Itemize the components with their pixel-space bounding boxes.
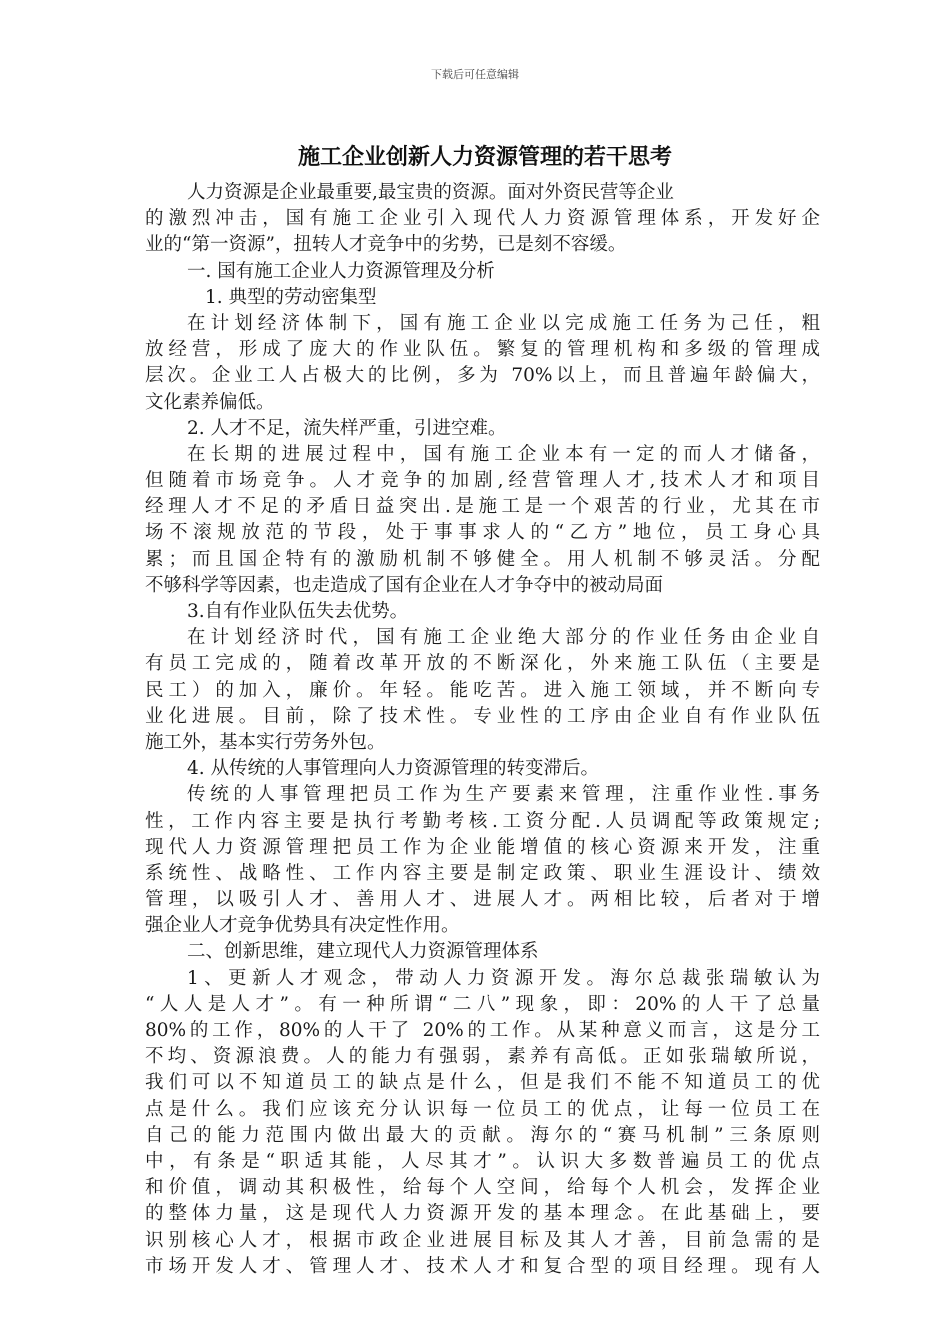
text-line: 层次。企业工人占极大的比例，多为 70%以上，而且普遍年龄偏大， [145, 365, 820, 387]
text-line: 和价值，调动其积极性，给每个人空间，给每个人机会，发挥企业 [145, 1177, 820, 1199]
text-line: 人力资源是企业最重要,最宝贵的资源。面对外资民营等企业 [187, 182, 674, 203]
text-line: 场不滚规放范的节段，处于事事求人的“乙方”地位，员工身心具 [145, 522, 820, 544]
text-line: 在计划经济时代，国有施工企业绝大部分的作业任务由企业自 [187, 627, 820, 649]
document-title: 施工企业创新人力资源管理的若干思考 [298, 145, 673, 170]
text-line: 业的“第一资源”，扭转人才竞争中的劣势，已是刻不容缓。 [145, 234, 627, 256]
text-line: 自己的能力范围内做出最大的贡献。海尔的“赛马机制”三条原则 [145, 1124, 820, 1146]
text-line: 系统性、战略性、工作内容主要是制定政策、职业生涯设计、绩效 [145, 862, 820, 884]
text-line: 现代人力资源管理把员工作为企业能增值的核心资源来开发，注重 [145, 836, 820, 858]
text-line: 业化进展。目前，除了技术性。专业性的工序由企业自有作业队伍 [145, 705, 820, 727]
text-line: 传统的人事管理把员工作为生产要素来管理，注重作业性.事务 [187, 784, 820, 806]
text-line: “人人是人才”。有一种所谓“二八”现象，即：20%的人干了总量 [145, 993, 820, 1015]
text-line: 但随着市场竞争。人才竞争的加剧,经营管理人才,技术人才和项目 [145, 470, 820, 492]
text-line: 文化素养偏低。 [145, 391, 275, 413]
text-line: 强企业人才竞争优势具有决定性作用。 [145, 915, 460, 937]
text-line: 市场开发人才、管理人才、技术人才和复合型的项目经理。现有人 [145, 1255, 820, 1277]
text-line: 累；而且国企特有的激励机制不够健全。用人机制不够灵活。分配 [145, 548, 820, 570]
text-line: 一. 国有施工企业人力资源管理及分析 [187, 260, 495, 282]
text-line: 施工外，基本实行劳务外包。 [145, 731, 386, 753]
text-line: 我们可以不知道员工的缺点是什么，但是我们不能不知道员工的优 [145, 1072, 820, 1094]
text-line: 经理人才不足的矛盾日益突出.是施工是一个艰苦的行业，尤其在市 [145, 496, 820, 518]
text-line: 的整体力量，这是现代人力资源开发的基本理念。在此基础上，要 [145, 1203, 820, 1225]
text-line: 有员工完成的，随着改革开放的不断深化，外来施工队伍（主要是 [145, 653, 820, 675]
text-line: 识别核心人才，根据市政企业进展目标及其人才善，目前急需的是 [145, 1229, 820, 1251]
header-note: 下载后可任意编辑 [431, 68, 519, 81]
text-line: 在计划经济体制下，国有施工企业以完成施工任务为己任，粗 [187, 312, 820, 334]
text-line: 不够科学等因素，也走造成了国有企业在人才争夺中的被动局面 [145, 574, 664, 596]
text-line: 1. 典型的劳动密集型 [205, 286, 377, 308]
text-line: 2. 人才不足，流失样严重，引进空难。 [187, 417, 507, 439]
text-line: 在长期的进展过程中，国有施工企业本有一定的而人才储备， [187, 443, 820, 465]
text-line: 民工）的加入，廉价。年轻。能吃苦。进入施工领域，并不断向专 [145, 679, 820, 701]
text-line: 二、创新思维，建立现代人力资源管理体系 [187, 941, 539, 963]
text-line: 管理，以吸引人才、善用人才、进展人才。两相比较，后者对于增 [145, 889, 820, 911]
text-line: 80%的工作，80%的人干了 20%的工作。从某种意义而言，这是分工 [145, 1020, 820, 1041]
text-line: 点是什么。我们应该充分认识每一位员工的优点，让每一位员工在 [145, 1098, 820, 1120]
document-body [145, 180, 820, 1280]
text-line: 不均、资源浪费。人的能力有强弱，素养有高低。正如张瑞敏所说， [145, 1046, 820, 1068]
text-line: 3.自有作业队伍失去优势。 [187, 601, 409, 622]
text-line: 中，有条是“职适其能，人尽其才”。认识大多数普遍员工的优点 [145, 1150, 820, 1172]
text-line: 的激烈冲击，国有施工企业引入现代人力资源管理体系，开发好企 [145, 208, 820, 230]
text-line: 放经营，形成了庞大的作业队伍。繁复的管理机构和多级的管理成 [145, 339, 820, 361]
text-line: 4. 从传统的人事管理向人力资源管理的转变滞后。 [187, 758, 600, 780]
text-line: 性，工作内容主要是执行考勤考核.工资分配.人员调配等政策规定; [145, 810, 820, 832]
text-line: 1、更新人才观念，带动人力资源开发。海尔总裁张瑞敏认为 [187, 967, 820, 989]
